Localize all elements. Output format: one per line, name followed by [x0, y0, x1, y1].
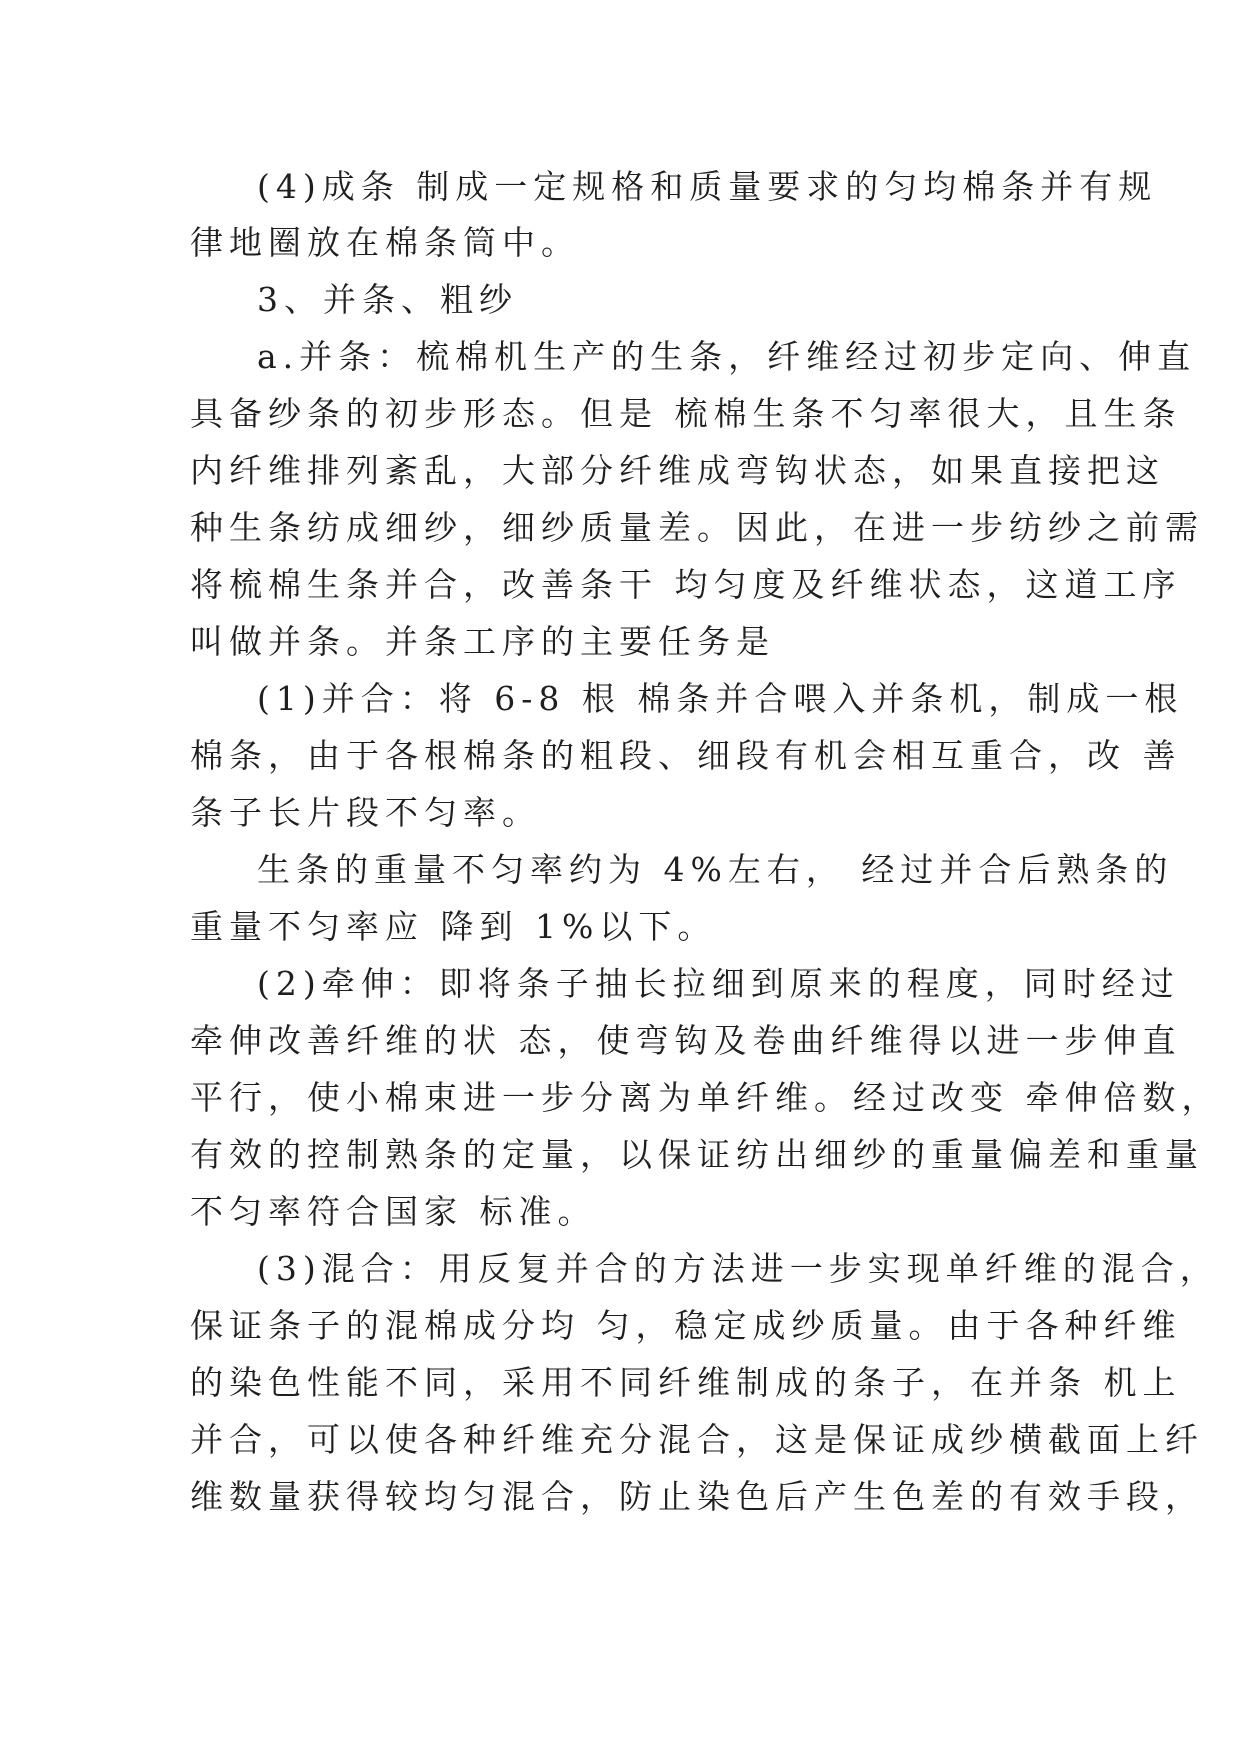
text-line-21: 保证条子的混棉成分均 匀，稳定成纱质量。由于各种纤维 [190, 1306, 1182, 1345]
text-line-5: 具备纱条的初步形态。但是 梳棉生条不匀率很大，且生条 [190, 394, 1182, 433]
text-line-11: 棉条，由于各根棉条的粗段、细段有机会相互重合，改 善 [190, 736, 1182, 775]
text-line-7: 种生条纺成细纱，细纱质量差。因此，在进一步纺纱之前需 [190, 508, 1204, 547]
text-line-1: (4)成条 制成一定规格和质量要求的匀均棉条并有规 [257, 167, 1158, 206]
section-heading: 3、并条、粗纱 [257, 280, 518, 319]
text-line-9: 叫做并条。并条工序的主要任务是 [190, 622, 775, 661]
text-line-23: 并合，可以使各种纤维充分混合，这是保证成纱横截面上纤 [190, 1420, 1204, 1459]
text-line-15: (2)牵伸：即将条子抽长拉细到原来的程度，同时经过 [257, 964, 1180, 1003]
text-line-18: 有效的控制熟条的定量，以保证纺出细纱的重量偏差和重量 [190, 1135, 1204, 1174]
text-line-19: 不匀率符合国家 标准。 [190, 1192, 597, 1231]
text-line-12: 条子长片段不匀率。 [190, 793, 541, 832]
text-line-22: 的染色性能不同，采用不同纤维制成的条子，在并条 机上 [190, 1363, 1182, 1402]
text-line-6: 内纤维排列紊乱，大部分纤维成弯钩状态，如果直接把这 [190, 451, 1165, 490]
text-line-2: 律地圈放在棉条筒中。 [190, 223, 580, 262]
text-line-20: (3)混合：用反复并合的方法进一步实现单纤维的混合， [257, 1249, 1219, 1288]
text-line-17: 平行，使小棉束进一步分离为单纤维。经过改变 牵伸倍数， [190, 1078, 1221, 1117]
text-line-16: 牵伸改善纤维的状 态，使弯钩及卷曲纤维得以进一步伸直 [190, 1021, 1182, 1060]
text-line-10: (1)并合：将 6-8 根 棉条并合喂入并条机，制成一根 [257, 679, 1184, 718]
text-line-14: 重量不匀率应 降到 1%以下。 [190, 907, 717, 946]
text-line-8: 将梳棉生条并合，改善条干 均匀度及纤维状态，这道工序 [190, 565, 1182, 604]
text-line-13: 生条的重量不匀率约为 4%左右， 经过并合后熟条的 [257, 850, 1174, 889]
text-line-4: a.并条：梳棉机生产的生条，纤维经过初步定向、伸直 [257, 337, 1197, 376]
text-line-24: 维数量获得较均匀混合，防止染色后产生色差的有效手段， [190, 1477, 1204, 1516]
